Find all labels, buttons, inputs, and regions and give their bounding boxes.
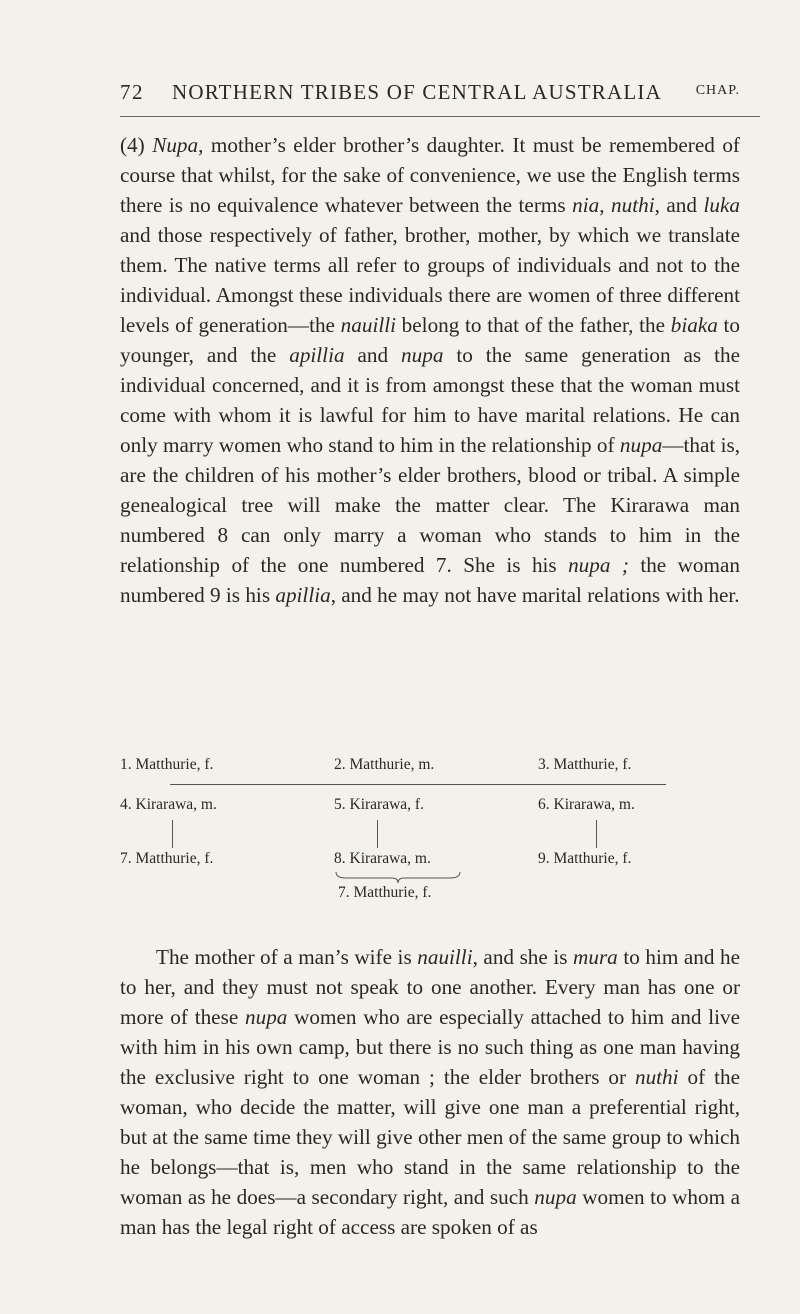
text-run: to him and he to her, and they must not speak to one another. Every man has one or more of these: [120, 945, 741, 1029]
text-run: —that is, are the children of his mother’s elder brothers, blood or tribal. A simple genealogical tree will make the matter clear. The Kirarawa man numbered 8 can only marry a woman who stands to him in the relationship of the one numbered 7. She is his: [120, 433, 741, 577]
text-run: to younger, and the: [120, 313, 741, 367]
paragraph-1: [120, 130, 740, 610]
page-number: 72: [120, 80, 144, 104]
text-run: , and she is: [472, 945, 574, 969]
running-title: NORTHERN TRIBES OF CENTRAL AUSTRALIA: [172, 80, 662, 104]
text-run: The mother of a man’s wife is: [156, 945, 418, 969]
genealogical-tree: [120, 752, 760, 932]
tree-node-4: 4. Kirarawa, m.: [120, 796, 217, 813]
text-run: women who are especially attached to him and live with him in his own camp, but there is no such thing as one man having the exclusive right to one woman ; the elder brothers or: [120, 1005, 740, 1089]
term-nupa: nupa ;: [568, 553, 629, 577]
text-run: of the woman, who decide the matter, will give one man a preferential right, but at the same time they will give other men of the same group to which he belongs—that is, men who stand in the same relationship to the woman as he does—a secondary right, and such: [120, 1065, 740, 1209]
term-biaka: biaka: [670, 313, 718, 337]
term-nauilli: nauilli: [417, 945, 473, 969]
term-nia: nia: [572, 193, 600, 217]
term-nupa: nupa: [619, 433, 663, 457]
text-run: , and: [654, 193, 704, 217]
text-run: the woman numbered 9 is his: [120, 553, 740, 607]
item-number: (4): [120, 133, 153, 157]
tree-node-1: 1. Matthurie, f.: [120, 756, 214, 773]
tree-node-5: 5. Kirarawa, f.: [334, 796, 424, 813]
tree-node-6: 6. Kirarawa, m.: [538, 796, 635, 813]
descent-line: [172, 820, 173, 848]
header-rule: [120, 116, 760, 117]
term-nupa: nupa: [245, 1005, 288, 1029]
tree-node-7-spouse: 7. Matthurie, f.: [338, 884, 432, 901]
term-nuthi: nuthi: [611, 193, 655, 217]
descent-line: [377, 820, 378, 848]
paragraph-2: [120, 942, 740, 1242]
text-run: belong to that of the father, the: [395, 313, 671, 337]
running-header: [120, 80, 740, 105]
text-run: , mother’s elder brother’s daughter. It must be remembered of course that whilst, for the sake of convenience, we use the English terms there is no equivalence whatever between the terms: [120, 133, 740, 217]
term-nauilli: nauilli: [340, 313, 396, 337]
descent-line: [596, 820, 597, 848]
text-run: ,: [599, 193, 612, 217]
text-run: and: [344, 343, 402, 367]
tree-node-7: 7. Matthurie, f.: [120, 850, 214, 867]
text-run: and those respectively of father, brother, mother, by which we translate them. The native terms all refer to groups of individuals and not to the individual. Amongst these individuals there are women of three different levels of generation—the: [120, 223, 740, 337]
tree-node-2: 2. Matthurie, m.: [334, 756, 435, 773]
term-nuthi: nuthi: [634, 1065, 679, 1089]
term-apillia: apillia: [289, 343, 345, 367]
text-run: , and he may not have marital relations with her.: [330, 583, 740, 607]
tree-node-3: 3. Matthurie, f.: [538, 756, 632, 773]
brace-icon: [334, 870, 462, 884]
text-run: women to whom a man has the legal right of access are spoken of as: [120, 1185, 741, 1239]
tree-node-9: 9. Matthurie, f.: [538, 850, 632, 867]
term-luka: luka: [703, 193, 740, 217]
term-nupa: Nupa: [152, 133, 199, 157]
term-nupa: nupa: [534, 1185, 577, 1209]
term-apillia: apillia: [275, 583, 331, 607]
marriage-line: [170, 784, 666, 785]
term-nupa: nupa: [401, 343, 444, 367]
term-mura: mura: [573, 945, 618, 969]
text-run: to the same generation as the individual concerned, and it is from amongst these that the woman must come with whom it is lawful for him to have marital relations. He can only marry women who stand to him in the relationship of: [120, 343, 740, 457]
chapter-label: CHAP.: [695, 83, 740, 98]
tree-node-8: 8. Kirarawa, m.: [334, 850, 431, 867]
